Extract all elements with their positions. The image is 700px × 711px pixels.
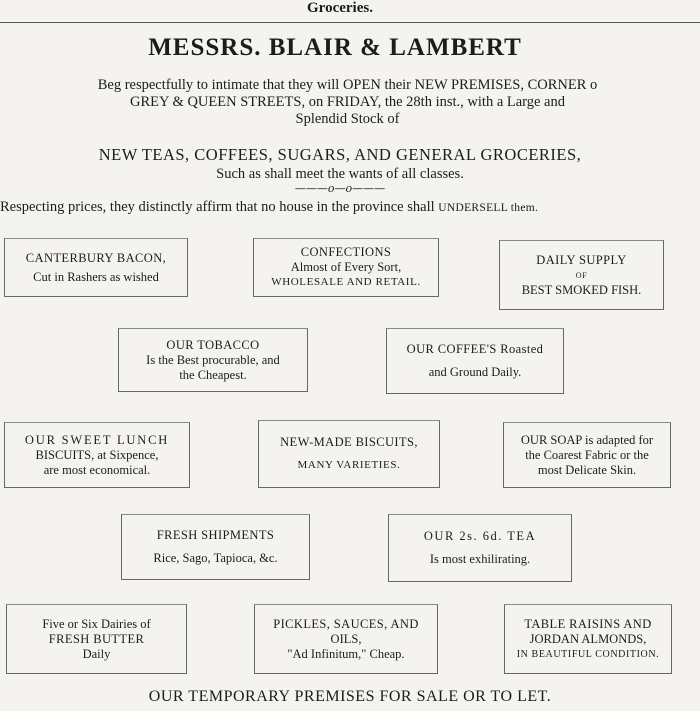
box-confections-text: Almost of Every Sort, [290, 260, 402, 274]
box-coffee-text: and Ground Daily. [428, 365, 522, 379]
intro-line-2: GREY & QUEEN STREETS, on FRIDAY, the 28th inst., with a Large and [130, 94, 565, 110]
box-butter-title: Five or Six Dairies of [42, 616, 151, 631]
prices-statement [0, 199, 700, 216]
box-fresh-shipments [121, 514, 310, 580]
box-fresh-butter [6, 604, 187, 674]
box-confections-note: WHOLESALE AND RETAIL. [271, 276, 421, 288]
box-soap-note: most Delicate Skin. [537, 462, 637, 477]
box-lunch-title: OUR SWEET LUNCH [24, 432, 170, 447]
box-confections [253, 238, 439, 297]
box-fish-of: OF [575, 270, 588, 280]
box-raisins-note: IN BEAUTIFUL CONDITION. [516, 648, 660, 660]
box-tea-title: OUR 2s. 6d. TEA [423, 529, 537, 543]
box-tobacco [118, 328, 308, 392]
box-pickles [254, 604, 438, 674]
box-bacon-title: CANTERBURY BACON, [25, 250, 167, 265]
box-coffee [386, 328, 564, 394]
prices-text: Respecting prices, they distinctly affirm that no house in the province shall [0, 199, 435, 215]
box-fish-title: DAILY SUPPLY [536, 252, 627, 267]
box-tea [388, 514, 572, 582]
intro-line-1: Beg respectfully to intimate that they will OPEN their NEW PREMISES, CORNER o [97, 77, 598, 93]
box-coffee-title: OUR COFFEE'S Roasted [406, 342, 544, 356]
box-canterbury-bacon [4, 238, 188, 297]
box-lunch-note: are most economical. [43, 462, 151, 477]
intro-line-3: Splendid Stock of [295, 111, 400, 127]
box-butter-note: Daily [82, 646, 111, 661]
box-tea-text: Is most exhilirating. [429, 552, 531, 566]
box-soap [503, 422, 671, 488]
box-confections-title: CONFECTIONS [300, 245, 392, 259]
intro-paragraph [0, 77, 695, 128]
box-smoked-fish [499, 240, 664, 310]
top-rule [0, 22, 700, 23]
box-pickles-oils: OILS, [330, 631, 362, 646]
box-soap-text: the Coarest Fabric or the [525, 447, 649, 462]
box-tobacco-note: the Cheapest. [179, 367, 247, 382]
box-fish-text: BEST SMOKED FISH. [521, 282, 642, 297]
section-heading: Groceries. [307, 0, 373, 16]
box-shipments-text: Rice, Sago, Tapioca, &c. [153, 551, 278, 565]
box-pickles-text: "Ad Infinitum," Cheap. [287, 646, 405, 661]
footer-notice: OUR TEMPORARY PREMISES FOR SALE OR TO LET. [148, 688, 552, 705]
firm-name: MESSRS. BLAIR & LAMBERT [148, 34, 522, 61]
box-lunch-text: BISCUITS, at Sixpence, [35, 447, 159, 462]
goods-subheading: Such as shall meet the wants of all classes. [216, 166, 464, 182]
box-soap-title: OUR SOAP is adapted for [520, 432, 654, 447]
box-raisins [504, 604, 672, 674]
box-raisins-title: TABLE RAISINS AND [524, 616, 652, 631]
box-shipments-title: FRESH SHIPMENTS [156, 528, 275, 542]
ornament-divider: ———o—o——— [294, 182, 386, 195]
box-new-biscuits [258, 420, 440, 488]
box-biscuits-title: NEW-MADE BISCUITS, [280, 435, 418, 449]
box-sweet-lunch [4, 422, 190, 488]
prices-tail: UNDERSELL them. [438, 202, 539, 214]
goods-heading: NEW TEAS, COFFEES, SUGARS, AND GENERAL GROCERIES, [98, 145, 582, 164]
box-pickles-title: PICKLES, SAUCES, AND [273, 616, 419, 631]
box-bacon-text: Cut in Rashers as wished [33, 269, 159, 284]
box-tobacco-title: OUR TOBACCO [166, 337, 260, 352]
box-raisins-text: JORDAN ALMONDS, [529, 631, 647, 646]
box-butter-text: FRESH BUTTER [48, 631, 145, 646]
box-biscuits-text: MANY VARIETIES. [297, 459, 401, 471]
box-tobacco-text: Is the Best procurable, and [146, 352, 280, 367]
